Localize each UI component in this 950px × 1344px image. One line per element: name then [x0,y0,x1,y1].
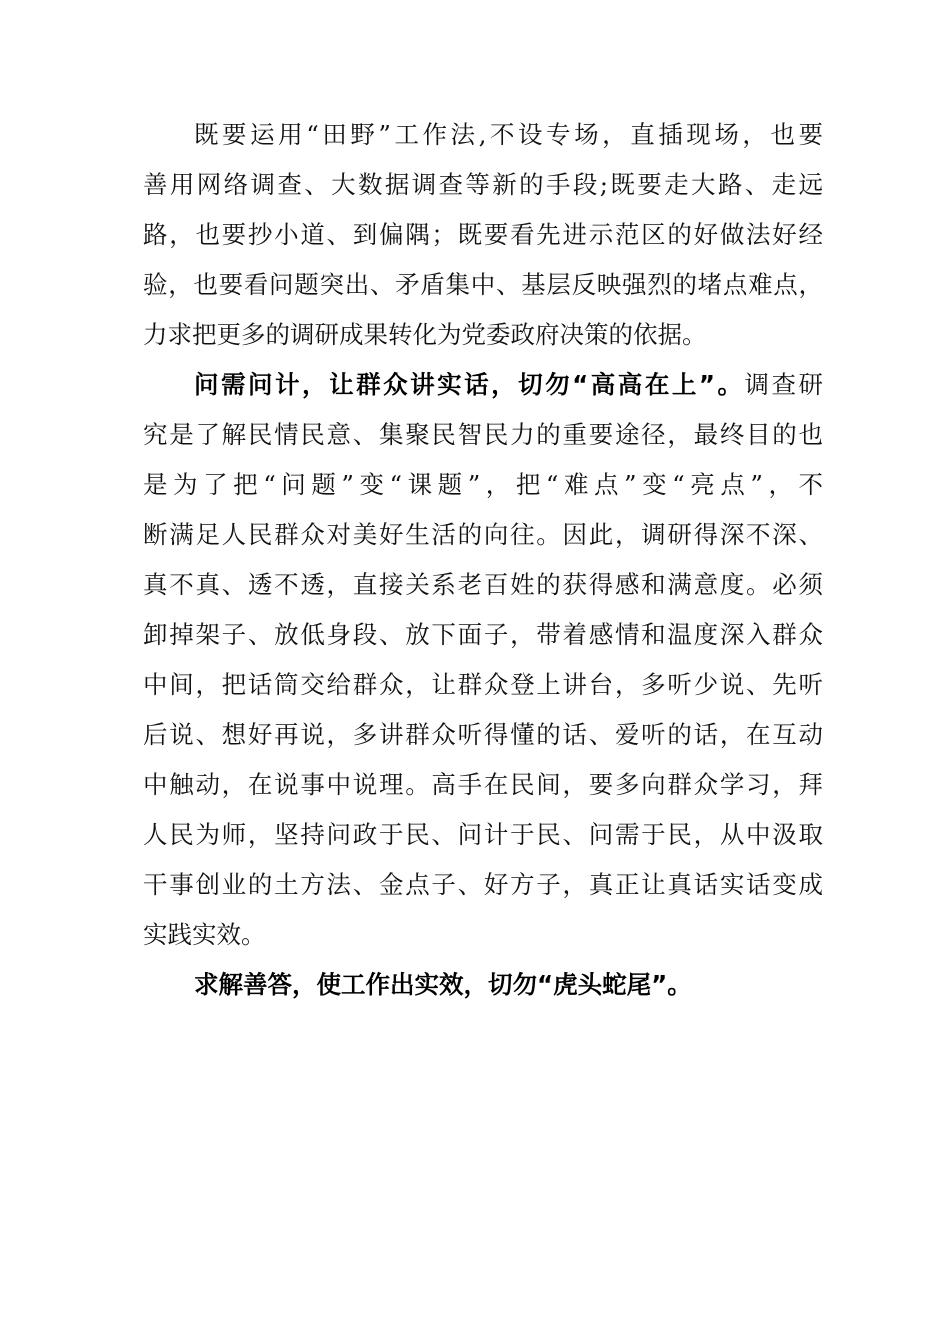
paragraph-3-heading: 求解善答，使工作出实效，切勿“虎头蛇尾”。 [194,970,692,999]
paragraph-2-line-1 [194,367,823,403]
paragraph-3-line-1 [194,967,823,1003]
paragraph-1-line-2: 善用网络调查、大数据调查等新的手段;既要走大路、走远 [143,170,823,199]
paragraph-2-line-2: 究是了解民情民意、集聚民智民力的重要途径，最终目的也 [143,420,823,449]
paragraph-2-line-8: 后说、想好再说，多讲群众听得懂的话、爱听的话，在互动 [143,720,823,749]
paragraph-2-line-12: 实践实效。 [143,920,266,949]
paragraph-2-first-line-rest: 调查研 [744,370,824,399]
paragraph-2-line-10: 人民为师，坚持问政于民、问计于民、问需于民，从中汲取 [143,820,823,849]
paragraph-2-line-4: 断满足人民群众对美好生活的向往。因此，调研得深不深、 [143,520,823,549]
paragraph-1-line-5: 力求把更多的调研成果转化为党委政府决策的依据。 [143,320,707,349]
paragraph-2-line-11: 干事创业的土方法、金点子、好方子，真正让真话实话变成 [143,870,823,899]
paragraph-2-line-3: 是为了把“问题”变“课题”，把“难点”变“亮点”，不 [143,470,823,499]
paragraph-2-line-5: 真不真、透不透，直接关系老百姓的获得感和满意度。必须 [143,570,823,599]
paragraph-2-heading: 问需问计，让群众讲实话，切勿“高高在上”。 [194,370,745,399]
paragraph-1-line-3: 路，也要抄小道、到偏隅；既要看先进示范区的好做法好经 [143,220,823,249]
paragraph-2-line-7: 中间，把话筒交给群众，让群众登上讲台，多听少说、先听 [143,670,823,699]
paragraph-1-line-4: 验，也要看问题突出、矛盾集中、基层反映强烈的堵点难点， [143,270,823,299]
paragraph-1-line-1: 既要运用“田野”工作法,不设专场，直插现场，也要 [194,120,823,149]
paragraph-2-line-6: 卸掉架子、放低身段、放下面子，带着感情和温度深入群众 [143,620,823,649]
paragraph-2-line-9: 中触动，在说事中说理。高手在民间，要多向群众学习，拜 [143,770,823,799]
